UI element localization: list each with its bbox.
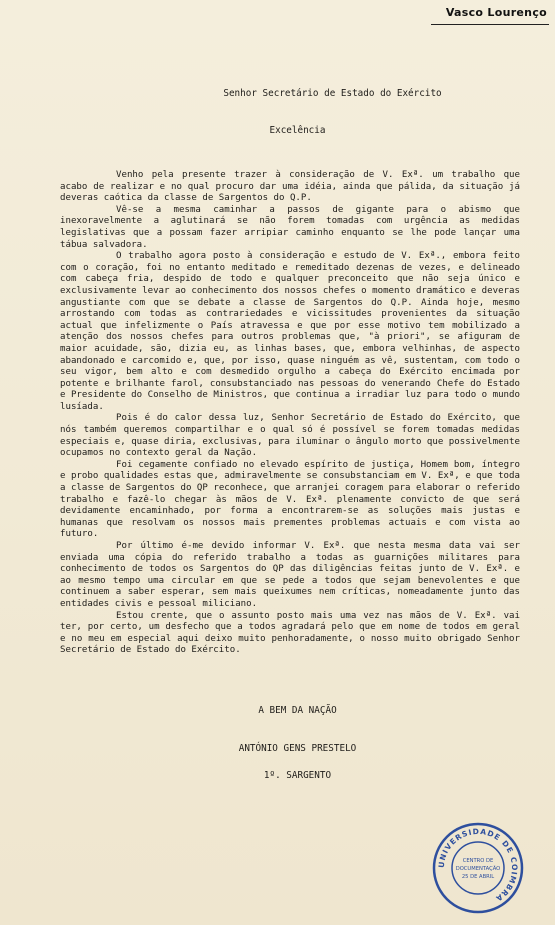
stamp-ring-text: UNIVERSIDADE DE COIMBRA bbox=[436, 826, 520, 904]
paragraph: Por último é-me devido informar V. Exª. que nesta mesma data vai ser enviada uma cópia do referido trabalho a todas as guarnições militares para conhecimento de todos os Sargentos do QP das diligências feitas junto de V. Exª. e ao mesmo tempo uma circular em que se pede a todos que sejam benevolentes e que continuem a saber esperar, sem mais queixumes nem críticas, nomeadamente junto das entidades civis e pessoal miliciano. bbox=[60, 541, 520, 609]
salutation: Excelência bbox=[269, 125, 326, 136]
paragraph: Pois é do calor dessa luz, Senhor Secretário de Estado do Exército, que nós também queremos compartilhar e o qual só é possível se forem tomadas medidas especiais e, quase diria, exclusivas, para iluminar o ângulo morto que possivelmente ocupamos no contexto geral da Nação. bbox=[60, 413, 520, 459]
paragraph: O trabalho agora posto à consideração e estudo de V. Exª., embora feito com o coração, foi no entanto meditado e remeditado dezenas de vezes, e delineado com cabeça fria, despido de todo e qualquer preconceito que não seja único e exclusivamente levar ao conhecimento dos nossos chefes o momento dramático e deveras angustiante com que se debate a classe de Sargentos do Q.P. Ainda hoje, mesmo arrostando com todas as contrariedades e vicissitudes provenientes da situação actual que infelizmente o País atravessa e que por esse motivo tem mobilizado a atenção dos nossos chefes para outros problemas que, "à priori", se afiguram de maior acuidade, são, dizia eu, as linhas bases, que, embora velhinhas, de aspecto abandonado e carcomido e, que, por isso, quase ninguém as vê, sustentam, com todo o seu vigor, bem alto e com desmedido orgulho a cabeça do Exército encimada por potente e brilhante farol, consubstanciado nas pessoas do venerando Chefe do Estado e Presidente do Conselho de Ministros, que continua a irradiar luz para todo o mundo lusíada. bbox=[60, 251, 520, 412]
paragraph: Estou crente, que o assunto posto mais uma vez nas mãos de V. Exª. vai ter, por certo, um desfecho que a todos agradará pelo que em nome de todos em geral e no meu em especial aqui deixo muito penhoradamente, o nosso muito obrigado Senhor Secretário de Estado do Exército. bbox=[60, 610, 520, 656]
archive-label: Vasco Lourenço bbox=[445, 6, 547, 19]
signatory-name: ANTÓNIO GENS PRESTELO bbox=[238, 743, 357, 754]
addressee-line: Senhor Secretário de Estado do Exército bbox=[223, 88, 442, 99]
stamp-inner-line-2: DOCUMENTAÇÃO bbox=[455, 866, 501, 872]
stamp-inner-line-3: 25 DE ABRIL bbox=[461, 874, 495, 880]
closing-motto: A BEM DA NAÇÃO bbox=[258, 705, 337, 716]
paragraph: Vê-se a mesma caminhar a passos de gigante para o abismo que inexoravelmente a aglutinará se não forem tomadas com urgência as medidas legislativas que a possam fazer arripiar caminho enquanto se lhe pode lançar uma tábua salvadora. bbox=[60, 204, 520, 250]
archive-stamp bbox=[432, 822, 524, 914]
stamp-inner-line-1: CENTRO DE bbox=[462, 858, 494, 864]
signatory-rank: 1º. SARGENTO bbox=[263, 770, 332, 781]
paragraph: Venho pela presente trazer à consideração de V. Exª. um trabalho que acabo de realizar e no qual procuro dar uma idéia, ainda que pálida, da situação já deveras caótica da classe de Sargentos do Q.P. bbox=[60, 170, 520, 204]
letter-body bbox=[60, 170, 520, 657]
archive-label-underline bbox=[431, 24, 549, 25]
paragraph: Foi cegamente confiado no elevado espírito de justiça, Homem bom, íntegro e probo qualidades estas que, admiravelmente se consubstanciam em V. Exª, e que toda a classe de Sargentos do QP reconhece, que arranjei coragem para elaborar o referido trabalho e fazê-lo chegar às mãos de V. Exª. plenamente convicto de que será devidamente encaminhado, por forma a encontrarem-se as soluções mais justas e humanas que resolvam os nossos mais prementes problemas actuais e com vista ao futuro. bbox=[60, 459, 520, 540]
